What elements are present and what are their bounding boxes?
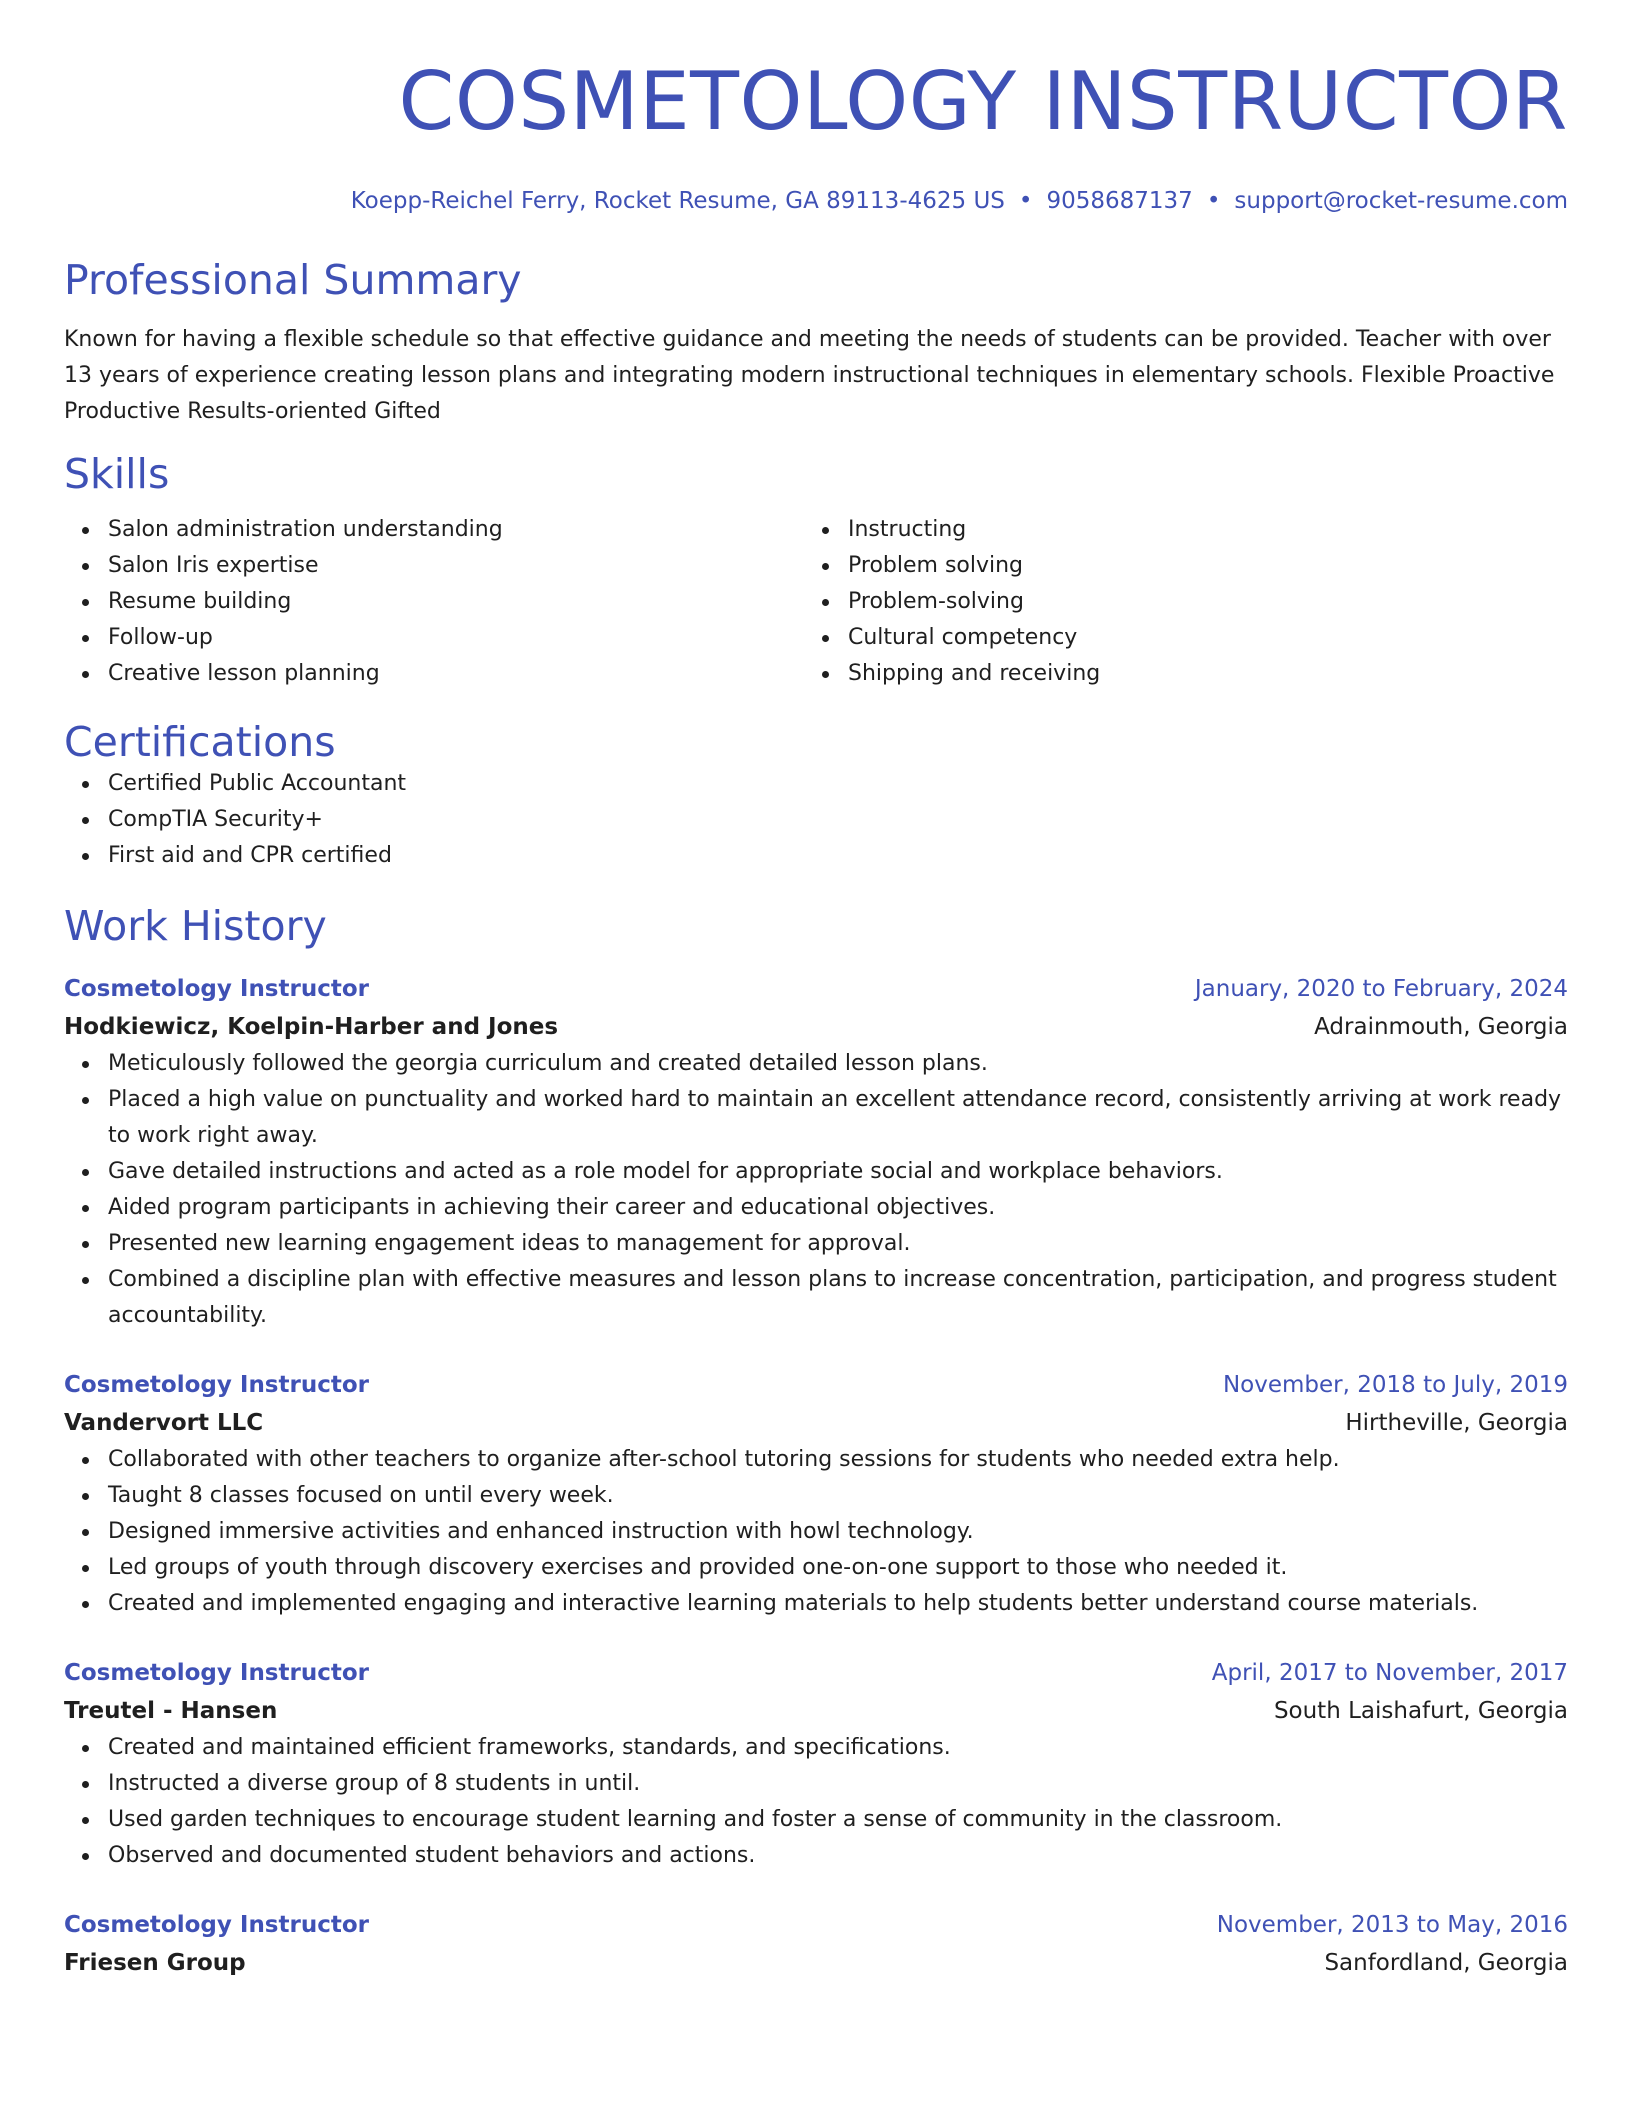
job-entry <box>64 1906 1568 1982</box>
bullet-icon <box>82 1565 89 1572</box>
bullet-icon <box>822 527 829 534</box>
job-title-row <box>64 1654 1568 1692</box>
work-history-section <box>64 902 1568 1982</box>
job-title-row <box>64 970 1568 1008</box>
job-duty-text: Used garden techniques to encourage student learning and foster a sense of community in the classroom. <box>108 1807 1283 1832</box>
bullet-icon <box>82 1277 89 1284</box>
job-company: Treutel - Hansen <box>64 1698 278 1724</box>
skill-text: Problem-solving <box>848 589 1024 614</box>
summary-section <box>64 256 1568 430</box>
work-history-heading: Work History <box>64 902 327 950</box>
skill-text: Salon Iris expertise <box>108 553 319 578</box>
job-duty <box>64 1586 1568 1622</box>
job-duty <box>64 1262 1568 1334</box>
skills-column-right <box>804 512 1544 692</box>
job-entry <box>64 970 1568 1334</box>
job-duties-list <box>64 1442 1568 1622</box>
job-duty <box>64 1478 1568 1514</box>
skill-item <box>804 656 1544 692</box>
bullet-icon <box>82 1169 89 1176</box>
skill-item <box>64 656 804 692</box>
skills-section <box>64 450 1568 692</box>
certifications-heading: Certifications <box>64 718 336 766</box>
contact-separator: • <box>1206 188 1221 214</box>
job-duty-text: Observed and documented student behaviors and actions. <box>108 1843 756 1868</box>
skill-item <box>804 584 1544 620</box>
job-duty <box>64 1802 1568 1838</box>
job-location: Hirtheville, Georgia <box>1345 1410 1568 1436</box>
bullet-icon <box>822 635 829 642</box>
job-duty-text: Created and implemented engaging and interactive learning materials to help students better understand course materials. <box>108 1591 1479 1616</box>
job-duty-text: Led groups of youth through discovery exercises and provided one-on-one support to those who needed it. <box>108 1555 1288 1580</box>
job-title-row <box>64 1366 1568 1404</box>
certification-text: Certified Public Accountant <box>108 771 407 796</box>
job-duty-text: Collaborated with other teachers to organize after-school tutoring sessions for students who needed extra help. <box>108 1447 1340 1472</box>
job-duties-list <box>64 1046 1568 1334</box>
bullet-icon <box>82 1457 89 1464</box>
job-location: South Laishafurt, Georgia <box>1273 1698 1568 1724</box>
skill-text: Problem solving <box>848 553 1024 578</box>
skill-item <box>804 512 1544 548</box>
job-entry <box>64 1366 1568 1622</box>
bullet-icon <box>82 527 89 534</box>
skill-text: Follow-up <box>108 625 213 650</box>
skill-text: Instructing <box>848 517 967 542</box>
job-duty <box>64 1766 1568 1802</box>
bullet-icon <box>82 1061 89 1068</box>
certification-item <box>64 802 1568 838</box>
bullet-icon <box>82 1241 89 1248</box>
job-duties-list <box>64 1730 1568 1874</box>
job-duty <box>64 1442 1568 1478</box>
contact-phone: 9058687137 <box>1046 188 1193 214</box>
contact-email[interactable]: support@rocket-resume.com <box>1234 188 1568 214</box>
bullet-icon <box>82 1097 89 1104</box>
contact-separator: • <box>1018 188 1033 214</box>
job-duty-text: Combined a discipline plan with effective measures and lesson plans to increase concentration, participation, and progress student accountability. <box>108 1267 1557 1328</box>
skill-text: Resume building <box>108 589 292 614</box>
certification-item <box>64 766 1568 802</box>
job-company-row <box>64 1404 1568 1442</box>
bullet-icon <box>82 599 89 606</box>
job-duty-text: Instructed a diverse group of 8 students in until. <box>108 1771 641 1796</box>
job-duty-text: Placed a high value on punctuality and worked hard to maintain an excellent attendance record, consistently arriving at work ready to work right away. <box>108 1087 1562 1148</box>
job-company-row <box>64 1692 1568 1730</box>
bullet-icon <box>82 1853 89 1860</box>
certification-item <box>64 838 1568 874</box>
contact-line <box>64 186 1568 216</box>
job-duty <box>64 1838 1568 1874</box>
bullet-icon <box>82 635 89 642</box>
job-entry <box>64 1654 1568 1874</box>
job-dates: April, 2017 to November, 2017 <box>1211 1660 1568 1686</box>
job-duty-text: Presented new learning engagement ideas to management for approval. <box>108 1231 911 1256</box>
certification-text: First aid and CPR certified <box>108 843 392 868</box>
job-duty-text: Designed immersive activities and enhanced instruction with howl technology. <box>108 1519 974 1544</box>
skill-item <box>804 620 1544 656</box>
job-duty <box>64 1226 1568 1262</box>
job-location: Sanfordland, Georgia <box>1324 1950 1568 1976</box>
job-duty <box>64 1730 1568 1766</box>
job-duty <box>64 1154 1568 1190</box>
job-duty <box>64 1190 1568 1226</box>
skill-item <box>804 548 1544 584</box>
bullet-icon <box>82 671 89 678</box>
job-duty-text: Meticulously followed the georgia curriculum and created detailed lesson plans. <box>108 1051 988 1076</box>
job-company: Friesen Group <box>64 1950 246 1976</box>
bullet-icon <box>82 853 89 860</box>
job-title-row <box>64 1906 1568 1944</box>
bullet-icon <box>82 781 89 788</box>
skills-columns <box>64 512 1568 692</box>
job-role: Cosmetology Instructor <box>64 976 369 1002</box>
resume-header <box>64 56 1568 216</box>
bullet-icon <box>82 563 89 570</box>
job-location: Adrainmouth, Georgia <box>1314 1014 1568 1040</box>
certifications-list <box>64 766 1568 874</box>
skill-item <box>64 548 804 584</box>
certification-text: CompTIA Security+ <box>108 807 323 832</box>
skill-text: Shipping and receiving <box>848 661 1101 686</box>
summary-text: Known for having a flexible schedule so that effective guidance and meeting the needs of students can be provided. Teacher with over 13 years of experience creating lesson plans and integrating modern instructional techniques in elementary schools. Flexible Proactive Productive Results-oriented Gifted <box>64 327 1555 424</box>
job-dates: November, 2013 to May, 2016 <box>1216 1912 1568 1938</box>
job-company-row <box>64 1944 1568 1982</box>
bullet-icon <box>82 1781 89 1788</box>
resume-title: COSMETOLOGY INSTRUCTOR <box>398 55 1568 148</box>
bullet-icon <box>82 1205 89 1212</box>
job-duty <box>64 1046 1568 1082</box>
certifications-section <box>64 718 1568 874</box>
skills-heading: Skills <box>64 450 170 498</box>
bullet-icon <box>822 599 829 606</box>
job-role: Cosmetology Instructor <box>64 1660 369 1686</box>
bullet-icon <box>82 1529 89 1536</box>
bullet-icon <box>82 1817 89 1824</box>
job-duty-text: Aided program participants in achieving their career and educational objectives. <box>108 1195 996 1220</box>
job-duty-text: Taught 8 classes focused on until every week. <box>108 1483 614 1508</box>
bullet-icon <box>822 563 829 570</box>
summary-heading: Professional Summary <box>64 256 522 304</box>
job-duty <box>64 1550 1568 1586</box>
bullet-icon <box>82 817 89 824</box>
skill-item <box>64 512 804 548</box>
contact-address: Koepp-Reichel Ferry, Rocket Resume, GA 89113-4625 US <box>350 188 1005 214</box>
job-company: Vandervort LLC <box>64 1410 264 1436</box>
skill-item <box>64 620 804 656</box>
bullet-icon <box>82 1493 89 1500</box>
job-duty-text: Created and maintained efficient frameworks, standards, and specifications. <box>108 1735 951 1760</box>
job-duty <box>64 1514 1568 1550</box>
job-dates: November, 2018 to July, 2019 <box>1222 1372 1568 1398</box>
skills-column-left <box>64 512 804 692</box>
job-role: Cosmetology Instructor <box>64 1912 369 1938</box>
skill-text: Cultural competency <box>848 625 1078 650</box>
bullet-icon <box>82 1745 89 1752</box>
skill-text: Salon administration understanding <box>108 517 503 542</box>
job-dates: January, 2020 to February, 2024 <box>1194 976 1568 1002</box>
skill-item <box>64 584 804 620</box>
skill-text: Creative lesson planning <box>108 661 380 686</box>
job-role: Cosmetology Instructor <box>64 1372 369 1398</box>
skills-list-right <box>804 512 1544 692</box>
bullet-icon <box>82 1601 89 1608</box>
bullet-icon <box>822 671 829 678</box>
job-company: Hodkiewicz, Koelpin-Harber and Jones <box>64 1014 559 1040</box>
job-company-row <box>64 1008 1568 1046</box>
job-duty <box>64 1082 1568 1154</box>
skills-list-left <box>64 512 804 692</box>
job-duty-text: Gave detailed instructions and acted as a role model for appropriate social and workplace behaviors. <box>108 1159 1223 1184</box>
